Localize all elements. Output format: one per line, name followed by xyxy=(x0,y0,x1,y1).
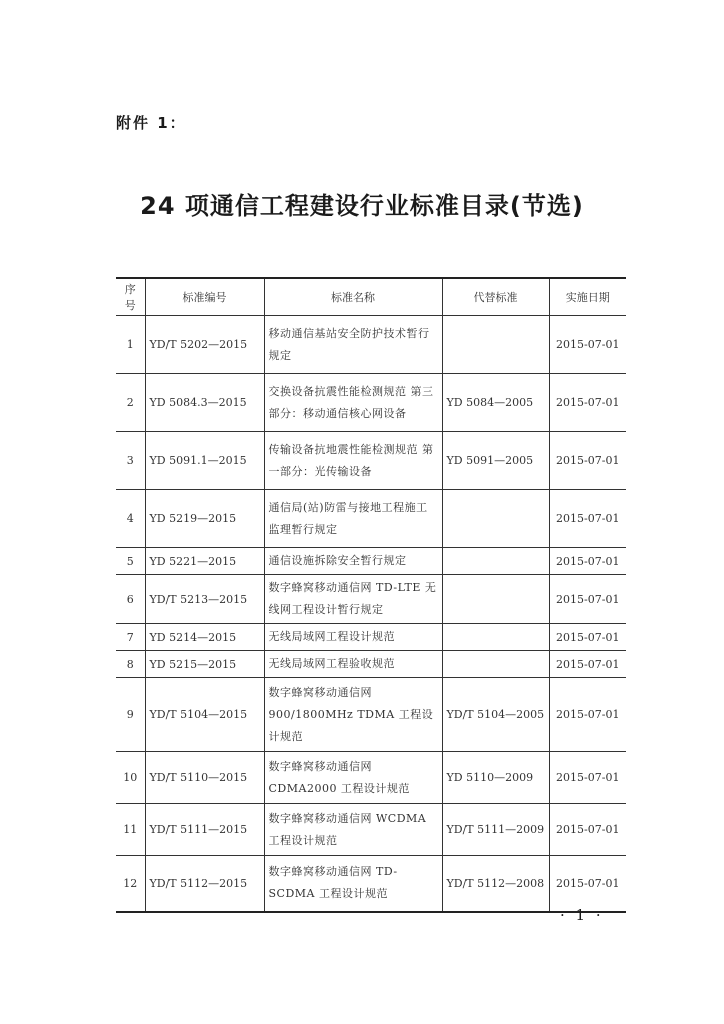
table-row xyxy=(116,432,626,490)
standard-name: 数字蜂窝移动通信网 TD-LTE 无线网工程设计暂行规定 xyxy=(264,575,442,624)
replaced-standard: YD/T 5104—2005 xyxy=(442,678,549,752)
table-row xyxy=(116,804,626,856)
standard-name: 交换设备抗震性能检测规范 第三部分：移动通信核心网设备 xyxy=(264,374,442,432)
standard-code: YD/T 5202—2015 xyxy=(145,316,264,374)
table-header-row xyxy=(116,278,626,316)
standard-code: YD/T 5213—2015 xyxy=(145,575,264,624)
replaced-standard xyxy=(442,651,549,678)
row-number: 6 xyxy=(116,575,145,624)
standard-code: YD 5091.1—2015 xyxy=(145,432,264,490)
replaced-standard xyxy=(442,316,549,374)
standard-name: 通信设施拆除安全暂行规定 xyxy=(264,548,442,575)
header-no: 序号 xyxy=(116,278,145,316)
effective-date: 2015-07-01 xyxy=(549,374,626,432)
table-row xyxy=(116,374,626,432)
header-code: 标准编号 xyxy=(145,278,264,316)
table-row xyxy=(116,856,626,912)
effective-date: 2015-07-01 xyxy=(549,752,626,804)
standard-code: YD/T 5112—2015 xyxy=(145,856,264,912)
row-number: 8 xyxy=(116,651,145,678)
effective-date: 2015-07-01 xyxy=(549,678,626,752)
page-number: · 1 · xyxy=(560,906,604,924)
effective-date: 2015-07-01 xyxy=(549,804,626,856)
header-name: 标准名称 xyxy=(264,278,442,316)
effective-date: 2015-07-01 xyxy=(549,856,626,912)
row-number: 3 xyxy=(116,432,145,490)
row-number: 1 xyxy=(116,316,145,374)
table-row xyxy=(116,678,626,752)
effective-date: 2015-07-01 xyxy=(549,316,626,374)
attachment-label: 附件 1： xyxy=(116,114,187,132)
replaced-standard: YD 5091—2005 xyxy=(442,432,549,490)
row-number: 11 xyxy=(116,804,145,856)
standard-name: 无线局域网工程验收规范 xyxy=(264,651,442,678)
effective-date: 2015-07-01 xyxy=(549,548,626,575)
standard-name: 数字蜂窝移动通信网 CDMA2000 工程设计规范 xyxy=(264,752,442,804)
table-row xyxy=(116,548,626,575)
table-row xyxy=(116,316,626,374)
replaced-standard xyxy=(442,490,549,548)
effective-date: 2015-07-01 xyxy=(549,575,626,624)
standard-code: YD 5221—2015 xyxy=(145,548,264,575)
standard-name: 数字蜂窝移动通信网 TD-SCDMA 工程设计规范 xyxy=(264,856,442,912)
effective-date: 2015-07-01 xyxy=(549,490,626,548)
replaced-standard: YD 5084—2005 xyxy=(442,374,549,432)
effective-date: 2015-07-01 xyxy=(549,651,626,678)
row-number: 2 xyxy=(116,374,145,432)
row-number: 4 xyxy=(116,490,145,548)
header-replaces: 代替标准 xyxy=(442,278,549,316)
standard-code: YD 5215—2015 xyxy=(145,651,264,678)
replaced-standard: YD/T 5111—2009 xyxy=(442,804,549,856)
row-number: 12 xyxy=(116,856,145,912)
replaced-standard xyxy=(442,548,549,575)
row-number: 7 xyxy=(116,624,145,651)
standard-name: 无线局域网工程设计规范 xyxy=(264,624,442,651)
standard-name: 移动通信基站安全防护技术暂行规定 xyxy=(264,316,442,374)
standard-code: YD 5084.3—2015 xyxy=(145,374,264,432)
standard-code: YD 5214—2015 xyxy=(145,624,264,651)
replaced-standard: YD 5110—2009 xyxy=(442,752,549,804)
standard-name: 传输设备抗地震性能检测规范 第一部分：光传输设备 xyxy=(264,432,442,490)
standard-code: YD/T 5104—2015 xyxy=(145,678,264,752)
table-row xyxy=(116,624,626,651)
effective-date: 2015-07-01 xyxy=(549,432,626,490)
standard-code: YD 5219—2015 xyxy=(145,490,264,548)
standard-name: 通信局(站)防雷与接地工程施工监理暂行规定 xyxy=(264,490,442,548)
standards-table xyxy=(116,277,626,913)
table-row xyxy=(116,651,626,678)
table-row xyxy=(116,752,626,804)
row-number: 10 xyxy=(116,752,145,804)
effective-date: 2015-07-01 xyxy=(549,624,626,651)
standard-code: YD/T 5111—2015 xyxy=(145,804,264,856)
replaced-standard: YD/T 5112—2008 xyxy=(442,856,549,912)
table-row xyxy=(116,575,626,624)
replaced-standard xyxy=(442,575,549,624)
document-title: 24 项通信工程建设行业标准目录(节选) xyxy=(140,192,584,220)
replaced-standard xyxy=(442,624,549,651)
standard-code: YD/T 5110—2015 xyxy=(145,752,264,804)
table-row xyxy=(116,490,626,548)
row-number: 5 xyxy=(116,548,145,575)
header-date: 实施日期 xyxy=(549,278,626,316)
row-number: 9 xyxy=(116,678,145,752)
standard-name: 数字蜂窝移动通信网 900/1800MHz TDMA 工程设计规范 xyxy=(264,678,442,752)
standard-name: 数字蜂窝移动通信网 WCDMA 工程设计规范 xyxy=(264,804,442,856)
